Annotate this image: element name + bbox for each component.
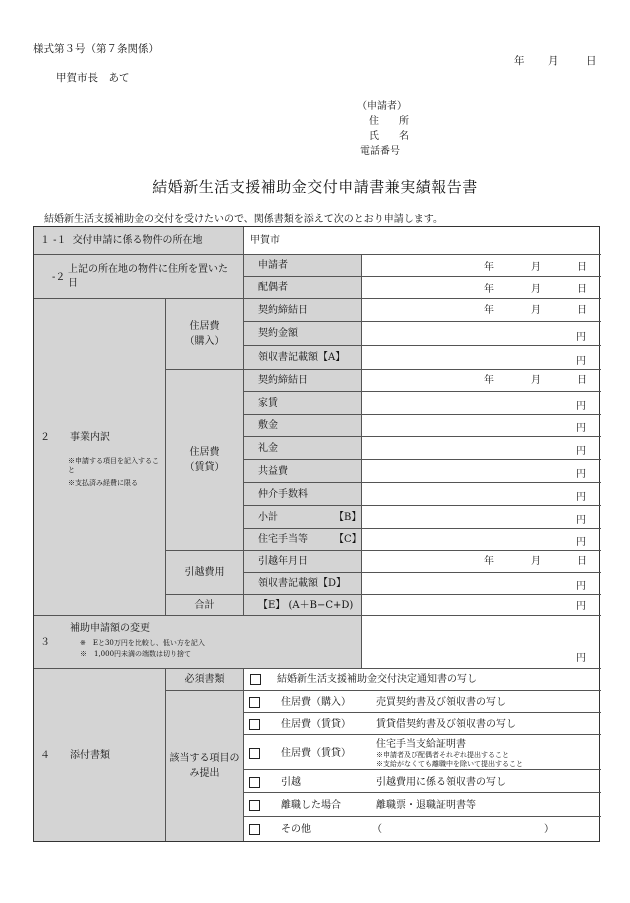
total-formula-cell <box>244 595 362 616</box>
purchase-label: 住居費（購入） <box>184 321 225 347</box>
attachment-row[interactable] <box>244 713 601 735</box>
intro-text: 結婚新生活支援補助金の交付を受けたいので、関係書類を添えて次のとおり申請します。 <box>44 214 443 225</box>
application-table <box>33 226 600 842</box>
rental-row-4-text: 共益費 <box>258 465 288 477</box>
attachment-category: 住居費（賃貸） <box>281 719 351 730</box>
required-docs-label: 必須書類 <box>184 674 225 685</box>
form-number-label: 様式第３号（第７条関係） <box>33 43 159 55</box>
attachment-checkbox[interactable] <box>249 748 260 759</box>
rental-row-2-text: 敷金 <box>258 420 278 431</box>
purchase-row-2-field[interactable] <box>362 346 601 370</box>
purchase-row-2-label <box>244 346 362 370</box>
attachment-row[interactable] <box>244 691 601 713</box>
attachment-checkbox[interactable] <box>249 719 260 730</box>
rental-row-6-label <box>244 506 362 529</box>
section-3-number: ３ <box>40 637 50 648</box>
moving-row-1-text: 領収書記載額【D】 <box>258 578 347 589</box>
required-docs-label-cell <box>166 669 244 691</box>
moving-row-0-field[interactable] <box>362 551 601 573</box>
rental-row-4-field[interactable] <box>362 460 601 483</box>
attachment-checkbox[interactable] <box>249 824 260 835</box>
applicant-label: 申請者 <box>244 255 362 277</box>
attachment-category: 離職した場合 <box>281 800 341 811</box>
subtotal-tag: 【B】 <box>334 511 362 523</box>
required-doc-row[interactable] <box>244 669 601 691</box>
month-unit: 月 <box>548 55 559 67</box>
unit-month: 月 <box>531 284 541 295</box>
unit-month: 月 <box>531 305 541 316</box>
year-unit: 年 <box>514 55 525 67</box>
attachment-row[interactable] <box>244 817 601 841</box>
rental-row-0-text: 契約締結日 <box>258 375 308 386</box>
section-4-number: ４ <box>40 750 50 761</box>
unit-day: 日 <box>577 375 587 386</box>
purchase-row-1-field[interactable] <box>362 322 601 346</box>
row-1-1-text: 交付申請に係る物件の所在地 <box>72 235 203 246</box>
total-label: 合計 <box>194 599 215 611</box>
purchase-category <box>166 299 244 370</box>
attachment-checkbox[interactable] <box>249 800 260 811</box>
rental-row-2-label <box>244 415 362 437</box>
rental-row-5-label <box>244 483 362 506</box>
purchase-row-0-text: 契約締結日 <box>258 304 308 316</box>
required-doc-checkbox[interactable] <box>250 674 261 685</box>
phone-label: 電話番号 <box>360 146 400 157</box>
unit-yen: 円 <box>576 356 586 367</box>
attachment-document: 離職票・退職証明書等 <box>376 800 476 811</box>
section-3-title: 補助申請額の変更 <box>70 623 150 634</box>
rental-row-4-label <box>244 460 362 483</box>
unit-year: 年 <box>484 556 494 567</box>
rental-row-1-field[interactable] <box>362 392 601 415</box>
moving-row-1-label <box>244 573 362 595</box>
rental-row-3-field[interactable] <box>362 437 601 460</box>
rental-label: 住居費（賃貸） <box>184 447 225 473</box>
unit-yen: 円 <box>576 332 586 343</box>
attachment-checkbox[interactable] <box>249 777 260 788</box>
subsidy-amount-field[interactable] <box>362 616 601 669</box>
attachment-row[interactable] <box>244 793 601 817</box>
attachment-category: 引越 <box>281 777 301 788</box>
rental-row-7-text: 住宅手当等 <box>258 534 308 545</box>
page-title: 結婚新生活支援補助金交付申請書兼実績報告書 <box>152 178 478 196</box>
attachment-checkbox[interactable] <box>249 697 260 708</box>
moving-row-0-text: 引越年月日 <box>258 556 308 567</box>
row-1-2-number: -２ <box>52 272 66 283</box>
rental-row-0-label <box>244 370 362 392</box>
rental-row-0-field[interactable] <box>362 370 601 392</box>
attachment-document: 引越費用に係る領収書の写し <box>376 777 506 788</box>
attachment-document: 売買契約書及び領収書の写し <box>376 697 506 708</box>
required-doc-text: 結婚新生活支援補助金交付決定通知書の写し <box>277 674 477 685</box>
unit-yen: 円 <box>576 469 586 480</box>
attachment-note: ※申請者及び配偶者それぞれ提出すること <box>376 751 509 759</box>
spouse-label: 配偶者 <box>244 277 362 299</box>
purchase-row-0-label <box>244 299 362 322</box>
rental-row-7-field[interactable] <box>362 529 601 551</box>
section-2-note-1: ※申請する項目を記入すること <box>68 457 159 474</box>
rental-row-6-field[interactable] <box>362 506 601 529</box>
rental-row-5-field[interactable] <box>362 483 601 506</box>
purchase-row-1-text: 契約金額 <box>258 328 298 339</box>
moving-row-0-label <box>244 551 362 573</box>
applicant-heading: （申請者） <box>357 101 407 112</box>
allowance-tag: 【C】 <box>334 534 362 545</box>
row-1-2-label <box>34 255 244 299</box>
unit-yen: 円 <box>576 601 586 612</box>
section-3-note-2: ※ 1,000円未満の端数は切り捨て <box>80 650 192 658</box>
addressee: 甲賀市長 あて <box>56 72 130 84</box>
unit-yen: 円 <box>576 653 586 664</box>
moving-category <box>166 551 244 595</box>
applicable-docs-label-cell <box>166 691 244 841</box>
property-location-value: 甲賀市 <box>250 235 280 246</box>
unit-year: 年 <box>484 284 494 295</box>
rental-category <box>166 370 244 551</box>
section-3-label <box>34 616 362 669</box>
unit-month: 月 <box>531 262 541 273</box>
total-formula: 【E】 (A＋B−C+D) <box>258 599 354 611</box>
unit-day: 日 <box>577 284 587 295</box>
submission-date <box>514 53 597 68</box>
attachment-category: その他 <box>281 824 311 835</box>
unit-yen: 円 <box>576 492 586 503</box>
unit-day: 日 <box>577 262 587 273</box>
unit-day: 日 <box>577 305 587 316</box>
rental-row-1-text: 家賃 <box>258 397 278 409</box>
moving-row-1-field[interactable] <box>362 573 601 595</box>
purchase-row-0-field[interactable] <box>362 299 601 322</box>
row-1-1-label <box>34 227 244 255</box>
section-3-note-1: ※ Eと30万円を比較し、低い方を記入 <box>80 639 205 647</box>
spouse-move-date-field[interactable] <box>362 277 601 299</box>
attachment-row[interactable] <box>244 735 601 770</box>
address-label: 住 所 <box>369 116 409 127</box>
section-2-title: 事業内訳 <box>70 432 110 443</box>
moving-label: 引越費用 <box>184 567 225 578</box>
purchase-row-1-label <box>244 322 362 346</box>
rental-row-7-label <box>244 529 362 551</box>
row-1-2-text: 上記の所在地の物件に住所を置いた日 <box>68 264 228 289</box>
rental-row-2-field[interactable] <box>362 415 601 437</box>
attachment-category: 住居費（賃貸） <box>281 748 351 759</box>
section-4-label <box>34 669 166 841</box>
unit-month: 月 <box>531 375 541 386</box>
day-unit: 日 <box>586 55 597 67</box>
unit-year: 年 <box>484 305 494 316</box>
unit-yen: 円 <box>576 401 586 412</box>
applicant-move-date-field[interactable] <box>362 255 601 277</box>
attachment-row[interactable] <box>244 770 601 793</box>
purchase-row-2-text: 領収書記載額【A】 <box>258 352 346 363</box>
unit-yen: 円 <box>576 446 586 457</box>
rental-row-5-text: 仲介手数料 <box>258 488 308 500</box>
unit-year: 年 <box>484 375 494 386</box>
total-label-cell <box>166 595 244 616</box>
rental-row-3-label <box>244 437 362 460</box>
unit-yen: 円 <box>576 581 586 592</box>
other-close-paren: ） <box>544 824 554 835</box>
applicable-docs-label: 該当する項目のみ提出 <box>169 753 240 779</box>
name-label: 氏 名 <box>369 131 409 142</box>
total-amount-field[interactable] <box>362 595 601 616</box>
rental-row-6-text: 小計 <box>258 511 278 523</box>
other-open-paren: （ <box>372 824 382 835</box>
section-4-title: 添付書類 <box>70 750 110 761</box>
unit-yen: 円 <box>576 537 586 548</box>
rental-row-3-text: 礼金 <box>258 442 278 454</box>
attachment-category: 住居費（購入） <box>281 697 351 708</box>
section-2-note-2: ※支払済み経費に限る <box>68 479 138 487</box>
attachment-note: ※支給がなくても離職中を除いて提出すること <box>376 760 523 768</box>
unit-day: 日 <box>577 556 587 567</box>
row-1-1-number: １ -１ <box>40 235 67 246</box>
section-2-number: ２ <box>40 432 50 443</box>
rental-row-1-label <box>244 392 362 415</box>
unit-yen: 円 <box>576 423 586 434</box>
unit-month: 月 <box>531 556 541 567</box>
applicant-block <box>357 99 409 159</box>
attachment-document: 住宅手当支給証明書 <box>376 739 466 750</box>
unit-year: 年 <box>484 262 494 273</box>
unit-yen: 円 <box>576 515 586 526</box>
section-2-label <box>34 299 166 616</box>
property-location-field[interactable] <box>244 227 601 255</box>
attachment-document: 賃貸借契約書及び領収書の写し <box>376 719 516 730</box>
